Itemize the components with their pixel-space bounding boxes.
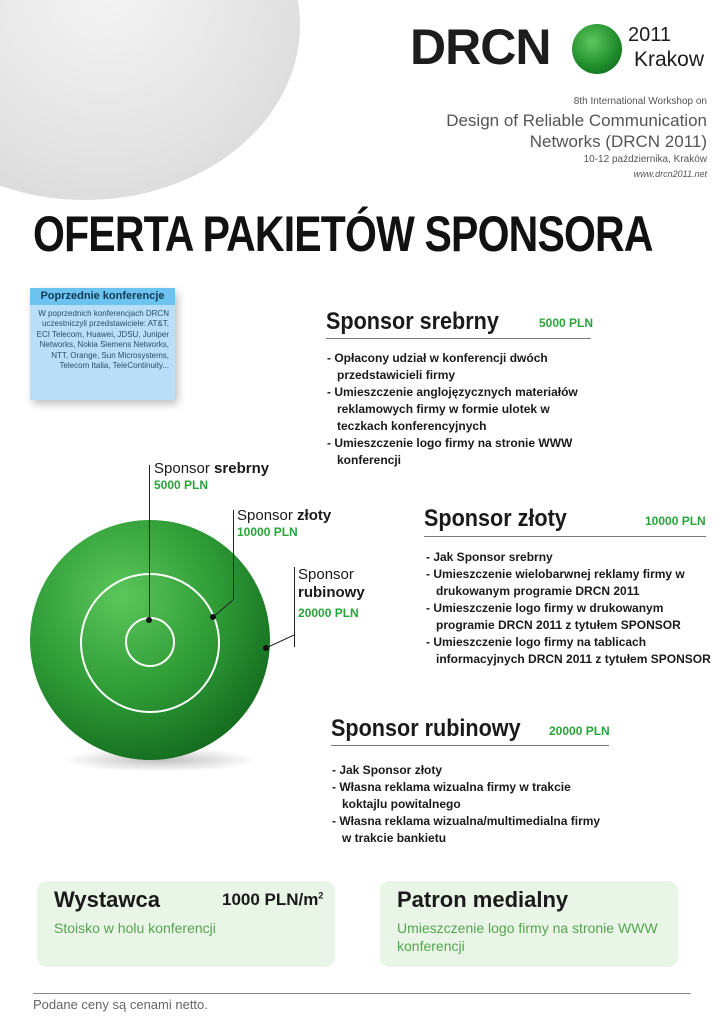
media-patron-box <box>380 881 678 967</box>
list-item: - Własna reklama wizualna/multimedialna firmy w trakcie bankietu <box>332 814 601 845</box>
footer-rule <box>33 993 691 994</box>
silver-list <box>327 350 587 469</box>
list-item: - Jak Sponsor srebrny <box>426 550 553 564</box>
diagram-gold-label: Sponsor złoty <box>237 507 332 524</box>
list-item: - Umieszczenie logo firmy na tablicach informacyjnych DRCN 2011 z tytułem SPONSOR <box>426 635 711 666</box>
list-item: - Jak Sponsor złoty <box>332 763 443 777</box>
workshop-url[interactable]: www.drcn2011.net <box>633 169 707 179</box>
gold-list <box>426 549 711 668</box>
list-item: - Własna reklama wizualna firmy w trakcie koktajlu powitalnego <box>332 780 571 811</box>
silver-pointer-dot <box>146 617 152 623</box>
workshop-dates: 10-12 października, Kraków <box>583 154 707 165</box>
diagram-ruby-price: 20000 PLN <box>298 606 359 620</box>
drcn-logo-text: DRCN <box>410 19 551 75</box>
ruby-title: Sponsor rubinowy <box>331 715 521 742</box>
ruby-rule <box>331 745 609 746</box>
workshop-line: 8th International Workshop on <box>573 96 707 107</box>
silver-price: 5000 PLN <box>539 316 594 330</box>
gold-rule <box>424 536 706 537</box>
media-patron-title: Patron medialny <box>397 887 569 912</box>
diagram-silver-label: Sponsor srebrny <box>154 460 270 477</box>
workshop-title-2: Networks (DRCN 2011) <box>529 132 707 151</box>
list-item: - Umieszczenie wielobarwnej reklamy firmy w drukowanym programie DRCN 2011 <box>426 567 685 598</box>
previous-conferences-note <box>30 288 175 400</box>
logo-city: Krakow <box>634 48 705 71</box>
gold-title: Sponsor złoty <box>424 505 567 532</box>
list-item: - Umieszczenie logo firmy na stronie WWW konferencji <box>327 436 573 467</box>
list-item: - Umieszczenie anglojęzycznych materiałów reklamowych firmy w formie ulotek w teczkach konferencyjnych <box>327 385 578 433</box>
ruby-list <box>332 762 602 847</box>
pointer-connectors <box>200 590 300 660</box>
logo-year: 2011 <box>628 24 672 46</box>
exhibitor-price: 1000 PLN/$m^2$ <box>222 890 324 909</box>
footer-note: Podane ceny są cenami netto. <box>33 997 208 1012</box>
list-item: - Umieszczenie logo firmy w drukowanym programie DRCN 2011 z tytułem SPONSOR <box>426 601 681 632</box>
silver-pointer-line <box>149 465 150 620</box>
diagram-ruby-label: Sponsor rubinowy <box>298 566 365 601</box>
logo-globe-icon <box>572 24 622 74</box>
ruby-price: 20000 PLN <box>549 724 610 738</box>
exhibitor-box <box>37 881 335 967</box>
silver-rule <box>326 338 591 339</box>
media-patron-text: Umieszczenie logo firmy na stronie WWW konferencji <box>397 920 658 954</box>
note-body: W poprzednich konferencjach DRCN uczestniczyli przedstawiciele: AT&T, ECI Telecom, Huawei, JDSU, Juniper Networks, Nokia Siemens Networks, NTT, Orange, Sun Microsystems, Telecom Italia, TeleContinuity... <box>36 309 169 370</box>
workshop-title-1: Design of Reliable Communication <box>446 111 707 130</box>
silver-ring <box>125 617 175 667</box>
silver-title: Sponsor srebrny <box>326 308 499 335</box>
list-item: - Opłacony udział w konferencji dwóch przedstawicieli firmy <box>327 351 548 382</box>
diagram-gold-price: 10000 PLN <box>237 525 298 539</box>
page-title: OFERTA PAKIETÓW SPONSORA <box>33 206 653 262</box>
exhibitor-title: Wystawca <box>54 887 160 912</box>
gold-price: 10000 PLN <box>645 514 706 528</box>
exhibitor-text: Stoisko w holu konferencji <box>54 920 216 936</box>
diagram-silver-price: 5000 PLN <box>154 478 209 492</box>
note-heading: Poprzednie konferencje <box>30 288 175 305</box>
decorative-globe-image <box>0 0 300 200</box>
gold-pointer-line <box>233 510 234 600</box>
